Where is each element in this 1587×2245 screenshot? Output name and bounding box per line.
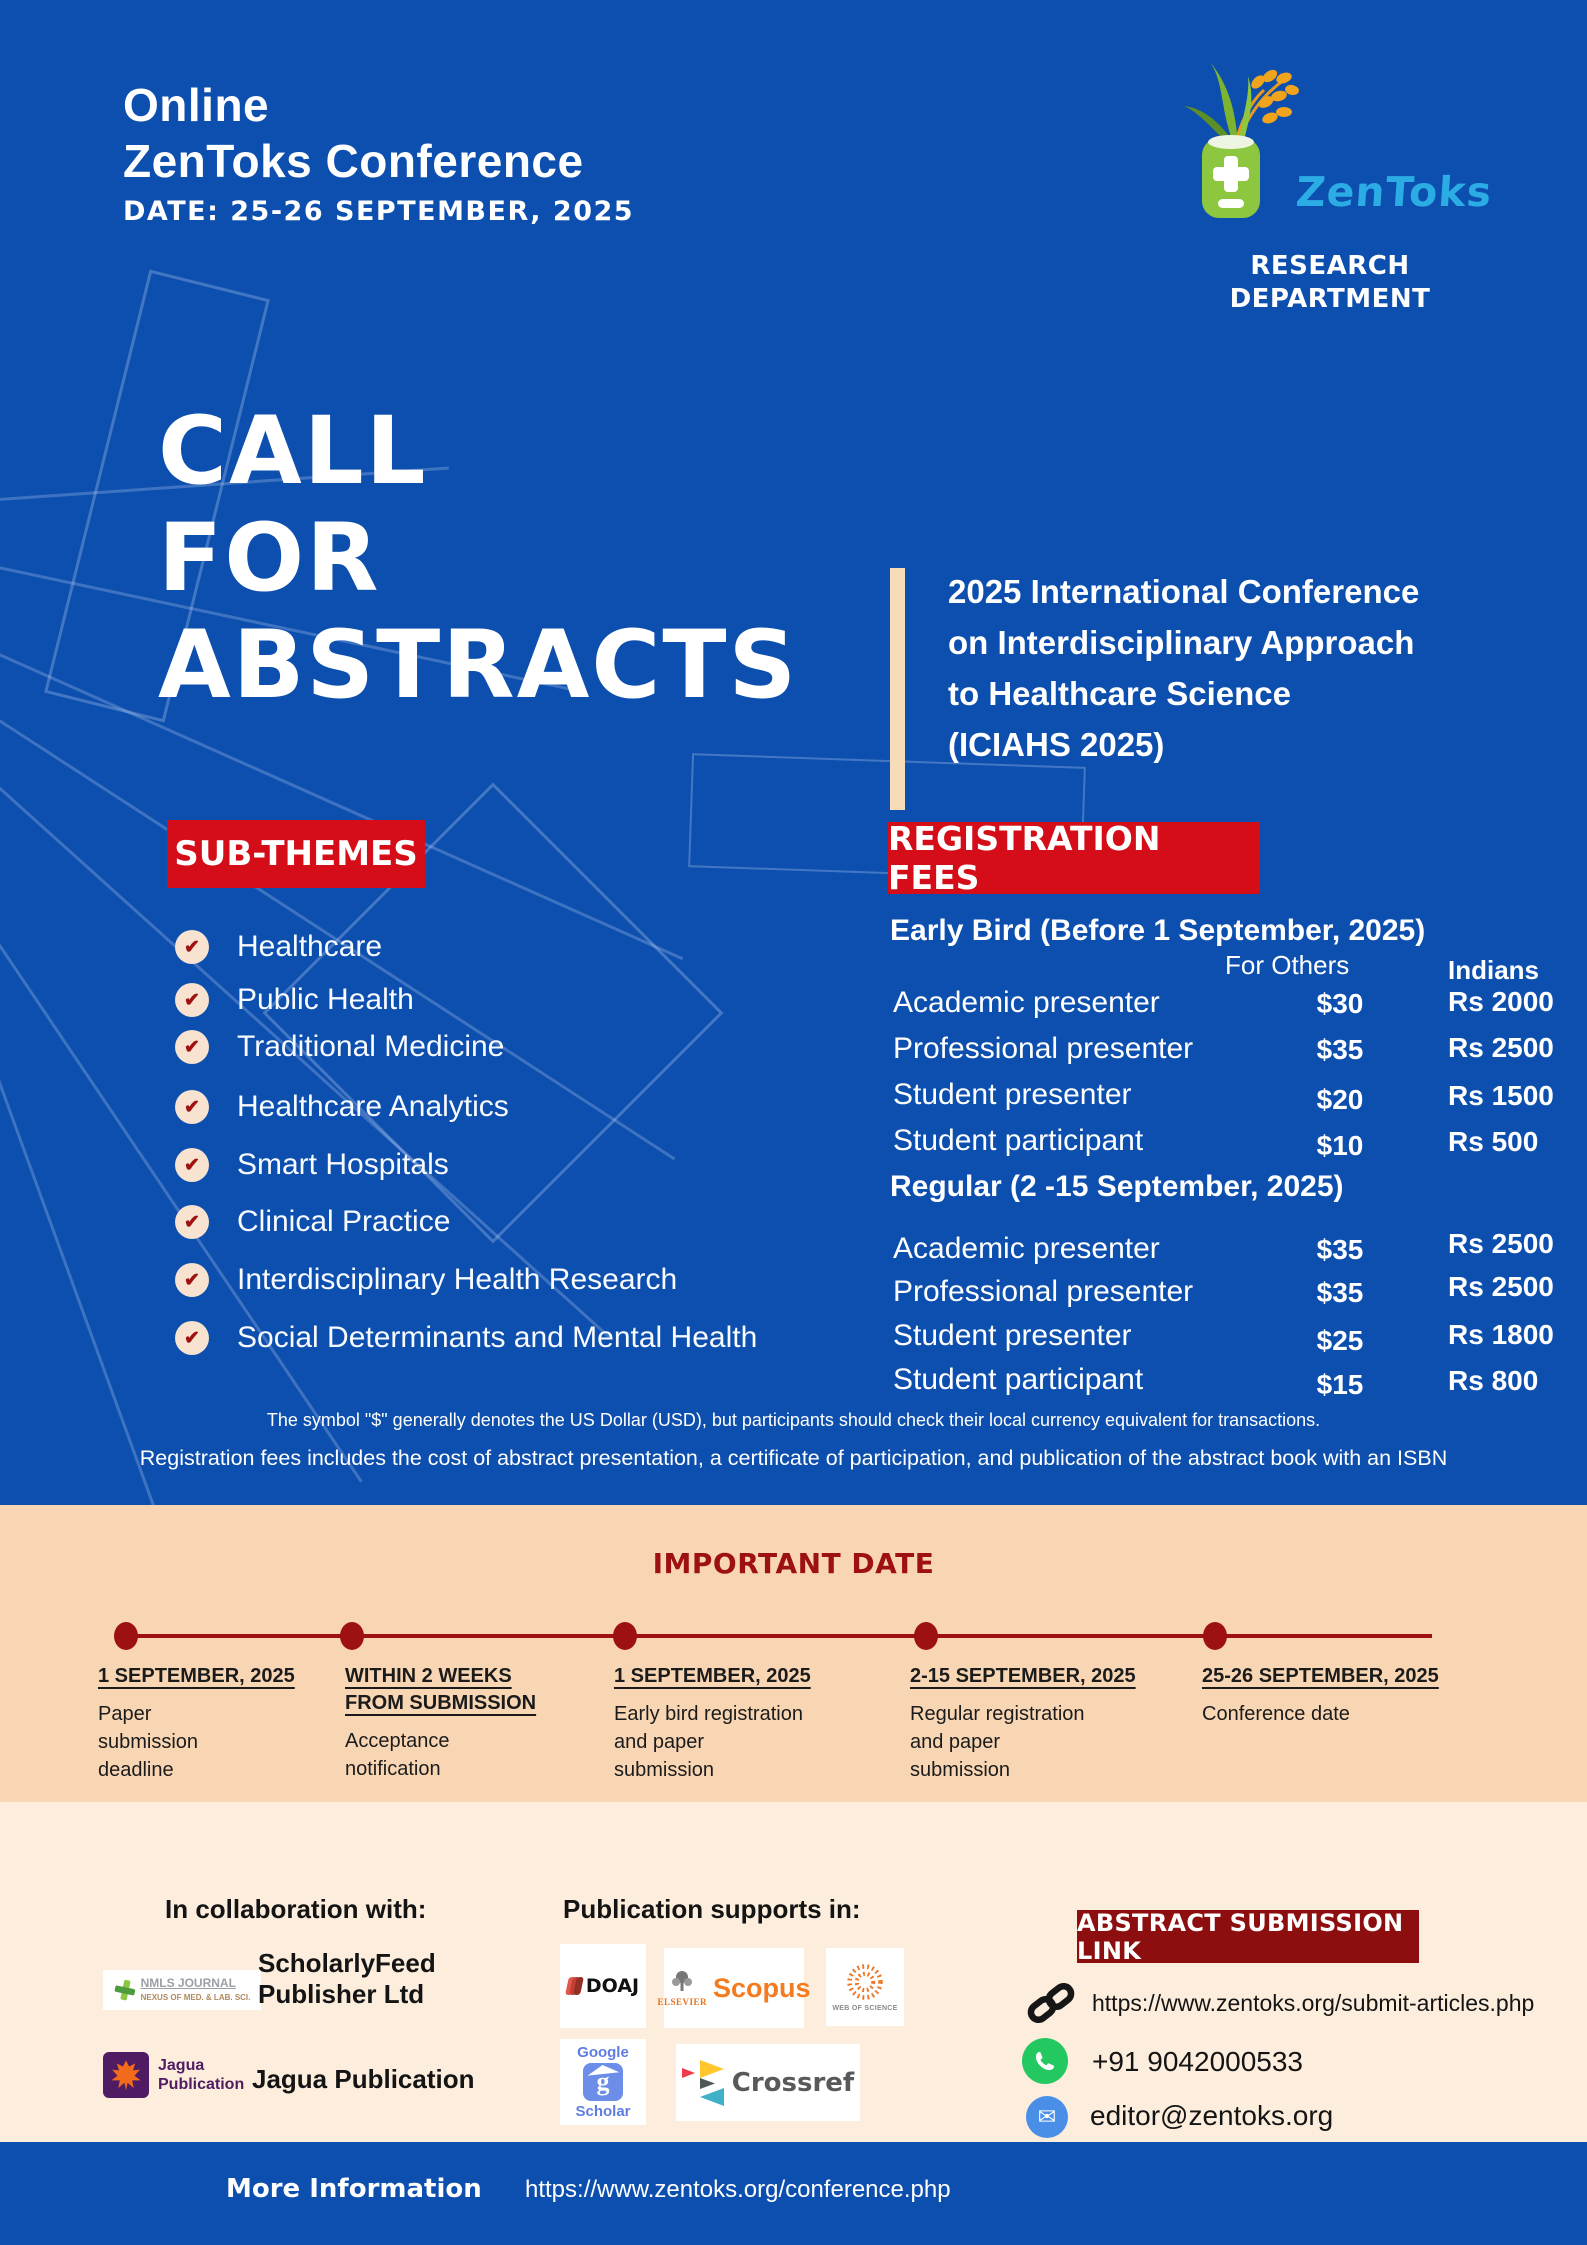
title-accent-bar	[890, 568, 905, 810]
crossref-logo: Crossref	[676, 2044, 860, 2121]
important-dates-section	[0, 1505, 1587, 1802]
milestone: 2-15 SEPTEMBER, 2025 Regular registration and paper submission	[910, 1665, 1136, 1781]
footer-url[interactable]: https://www.zentoks.org/conference.php	[525, 2176, 951, 2203]
nmls-cross-icon	[114, 1979, 136, 2001]
subtheme-item: ✔ Public Health	[175, 983, 414, 1017]
fee-usd: $35	[1316, 1034, 1364, 1065]
regular-title: Regular (2 -15 September, 2025)	[890, 1170, 1344, 1203]
check-circle-icon: ✔	[175, 1321, 209, 1355]
call-for-abstracts-title: CALL FOR ABSTRACTS	[158, 397, 799, 720]
subtheme-item: ✔ Social Determinants and Mental Health	[175, 1321, 757, 1355]
fee-row-label: Student participant	[893, 1363, 1144, 1396]
maple-leaf-icon	[109, 2058, 143, 2092]
fee-row-label: Academic presenter	[893, 986, 1160, 1019]
conference-full-title: 2025 International Conference on Interdisciplinary Approach to Healthcare Science (ICIAHS 2025)	[948, 573, 1420, 763]
timeline-line	[126, 1634, 1432, 1638]
scopus-wordmark: Scopus	[713, 1972, 811, 2003]
fee-row-label: Student presenter	[893, 1319, 1132, 1352]
zentoks-brand: ZenToks	[1294, 168, 1494, 216]
publications-heading: Publication supports in:	[563, 1894, 861, 1924]
footer	[0, 2142, 1587, 2245]
poster-conference-title: ZenToks Conference	[123, 135, 584, 187]
fee-row-label: Professional presenter	[893, 1275, 1194, 1308]
check-circle-icon: ✔	[175, 930, 209, 964]
milestone: 25-26 SEPTEMBER, 2025 Conference date	[1202, 1665, 1439, 1725]
fee-inr: Rs 2500	[1448, 1228, 1554, 1259]
zentoks-logo-icon	[1176, 46, 1306, 231]
subtheme-item: ✔ Smart Hospitals	[175, 1148, 449, 1182]
doaj-logo: DOAJ	[560, 1944, 646, 2028]
jagua-logo-text: Jagua Publication	[158, 2057, 245, 2093]
fees-includes-note: Registration fees includes the cost of abstract presentation, a certificate of participation, and publication of the abstract book with an ISBN	[139, 1446, 1448, 1470]
fee-usd: $35	[1316, 1277, 1364, 1308]
research-department-label: RESEARCH DEPARTMENT	[1229, 251, 1431, 314]
poster-mode-title: Online	[123, 79, 270, 131]
subtheme-item: ✔ Traditional Medicine	[175, 1030, 504, 1064]
collaboration-heading: In collaboration with:	[165, 1894, 427, 1924]
timeline-dot	[1203, 1622, 1227, 1650]
milestone: 1 SEPTEMBER, 2025 Paper submission deadline	[98, 1665, 295, 1781]
doaj-icon	[567, 1977, 582, 1995]
google-scholar-logo: Google g Scholar	[560, 2039, 646, 2125]
fee-usd: $20	[1316, 1084, 1364, 1115]
partner-name-scholarlyfeed: ScholarlyFeed Publisher Ltd	[258, 1948, 436, 2009]
phone-number[interactable]: +91 9042000533	[1092, 2046, 1303, 2077]
check-circle-icon: ✔	[175, 983, 209, 1017]
more-information-label: More Information	[226, 2174, 482, 2204]
early-bird-title: Early Bird (Before 1 September, 2025)	[890, 914, 1426, 947]
column-header-others: For Others	[1225, 950, 1350, 980]
subtheme-item: ✔ Healthcare Analytics	[175, 1090, 509, 1124]
fee-inr: Rs 2000	[1448, 986, 1554, 1017]
conference-date: DATE: 25-26 SEPTEMBER, 2025	[123, 196, 635, 227]
subthemes-heading: SUB-THEMES	[167, 820, 425, 888]
fee-usd: $15	[1316, 1369, 1364, 1400]
crossref-icon	[682, 2060, 724, 2106]
subtheme-item: ✔ Healthcare	[175, 930, 382, 964]
nmls-journal-logo: NMLS JOURNAL NEXUS OF MED. & LAB. SCI.	[103, 1970, 261, 2010]
registration-fees-heading: REGISTRATION FEES	[888, 822, 1260, 894]
fee-inr: Rs 2500	[1448, 1271, 1554, 1302]
fee-inr: Rs 800	[1448, 1365, 1539, 1396]
email-address[interactable]: editor@zentoks.org	[1090, 2100, 1334, 2131]
check-circle-icon: ✔	[175, 1030, 209, 1064]
fee-row-label: Student presenter	[893, 1078, 1132, 1111]
whatsapp-icon	[1022, 2038, 1068, 2084]
currency-note: The symbol "$" generally denotes the US Dollar (USD), but participants should check their local currency equivalent for transactions.	[266, 1410, 1321, 1430]
fee-row-label: Student participant	[893, 1124, 1144, 1157]
fee-row-label: Academic presenter	[893, 1232, 1160, 1265]
timeline-dot	[613, 1622, 637, 1650]
column-header-indians: Indians	[1448, 955, 1540, 985]
partner-name-jagua: Jagua Publication	[252, 2064, 475, 2094]
subtheme-item: ✔ Clinical Practice	[175, 1205, 450, 1239]
check-circle-icon: ✔	[175, 1148, 209, 1182]
fee-inr: Rs 2500	[1448, 1032, 1554, 1063]
submission-url[interactable]: https://www.zentoks.org/submit-articles.php	[1092, 1990, 1535, 2016]
fee-inr: Rs 1500	[1448, 1080, 1554, 1111]
timeline-dot	[340, 1622, 364, 1650]
abstract-submission-heading: ABSTRACT SUBMISSION LINK	[1077, 1910, 1419, 1963]
timeline-dot	[114, 1622, 138, 1650]
fee-row-label: Professional presenter	[893, 1032, 1194, 1065]
subtheme-item: ✔ Interdisciplinary Health Research	[175, 1263, 677, 1297]
fee-inr: Rs 500	[1448, 1126, 1539, 1157]
fee-inr: Rs 1800	[1448, 1319, 1554, 1350]
fee-usd: $35	[1316, 1234, 1364, 1265]
important-dates-heading: IMPORTANT DATE	[652, 1547, 935, 1580]
partners-section	[0, 1802, 1587, 2142]
chain-link-icon	[1026, 1978, 1076, 2033]
elsevier-tree-icon	[669, 1969, 695, 1995]
timeline-dot	[914, 1622, 938, 1650]
fee-usd: $30	[1316, 988, 1364, 1019]
fee-usd: $25	[1316, 1325, 1364, 1356]
leaves	[1184, 62, 1251, 148]
scopus-logo: ELSEVIER Scopus	[664, 1948, 804, 2028]
check-circle-icon: ✔	[175, 1090, 209, 1124]
jagua-logo	[103, 2052, 149, 2098]
wos-spiral-icon	[845, 1962, 885, 2002]
email-icon: ✉	[1026, 2096, 1068, 2138]
milestone: WITHIN 2 WEEKS FROM SUBMISSION Acceptance notification	[345, 1665, 537, 1780]
fee-usd: $10	[1316, 1130, 1364, 1161]
milestone: 1 SEPTEMBER, 2025 Early bird registration and paper submission	[614, 1665, 811, 1781]
web-of-science-logo: WEB OF SCIENCE	[826, 1948, 904, 2026]
check-circle-icon: ✔	[175, 1205, 209, 1239]
google-scholar-icon: g	[583, 2063, 623, 2101]
check-circle-icon: ✔	[175, 1263, 209, 1297]
